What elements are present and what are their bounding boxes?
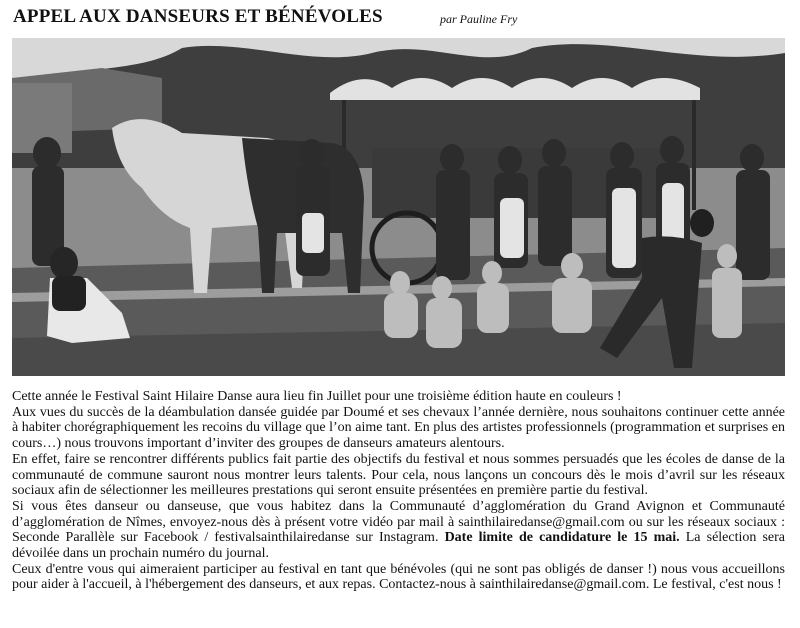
article-paragraph	[12, 499, 785, 562]
paragraph-text: Si vous êtes danseur ou danseuse, que vous habitez dans la Communauté d’agglomération du Grand Avignon et Communauté d’agglomération de Nîmes, envoyez-nous dès à présent votre vidéo par mail à sainthilairedanse@gmail.com ou sur les réseaux sociaux : Seconde Parallèle sur Facebook / festivalsainthilairedanse sur Instagram.	[12, 498, 785, 546]
paragraph-text: La sélection sera dévoilée dans un prochain numéro du journal.	[12, 530, 786, 562]
article-paragraph: Aux vues du succès de la déambulation dansée guidée par Doumé et ses chevaux l’année dernière, nous souhaitons continuer cette année à habiter chorégraphiquement les recoins du village que l’on aime tant. En plus des artistes professionnels (programmation et surprises en cours…) nous trouvons important d’inviter des groupes de danseurs amateurs alentours.	[12, 404, 785, 452]
article-paragraph: En effet, faire se rencontrer différents publics fait partie des objectifs du festival et nous sommes persuadés que les écoles de danse de la communauté de commune sauront nous montrer leurs talents. Pour cela, nous lançons un concours dès le mois d’avril sur les réseaux sociaux afin de sélectionner les meilleures prestations qui seront ensuite présentées en première partie du festival.	[12, 451, 785, 499]
article-title: APPEL AUX DANSEURS ET BÉNÉVOLES	[13, 6, 383, 27]
article-photo	[12, 38, 785, 376]
deadline-text: Date limite de candidature le 15 mai.	[444, 530, 680, 546]
article-header	[13, 6, 788, 32]
article-body	[12, 389, 785, 593]
article-author: par Pauline Fry	[440, 12, 518, 26]
photo-illustration	[12, 38, 785, 376]
article-paragraph: Ceux d'entre vous qui aimeraient participer au festival en tant que bénévoles (qui ne sont pas obligés de danser !) nous vous accueillons pour aider à l'accueil, à l'hébergement des danseurs, et aux repas. Contactez-nous à sainthilairedanse@gmail.com. Le festival, c'est nous !	[12, 561, 785, 593]
article-paragraph: Cette année le Festival Saint Hilaire Danse aura lieu fin Juillet pour une troisième édition haute en couleurs !	[12, 389, 622, 404]
